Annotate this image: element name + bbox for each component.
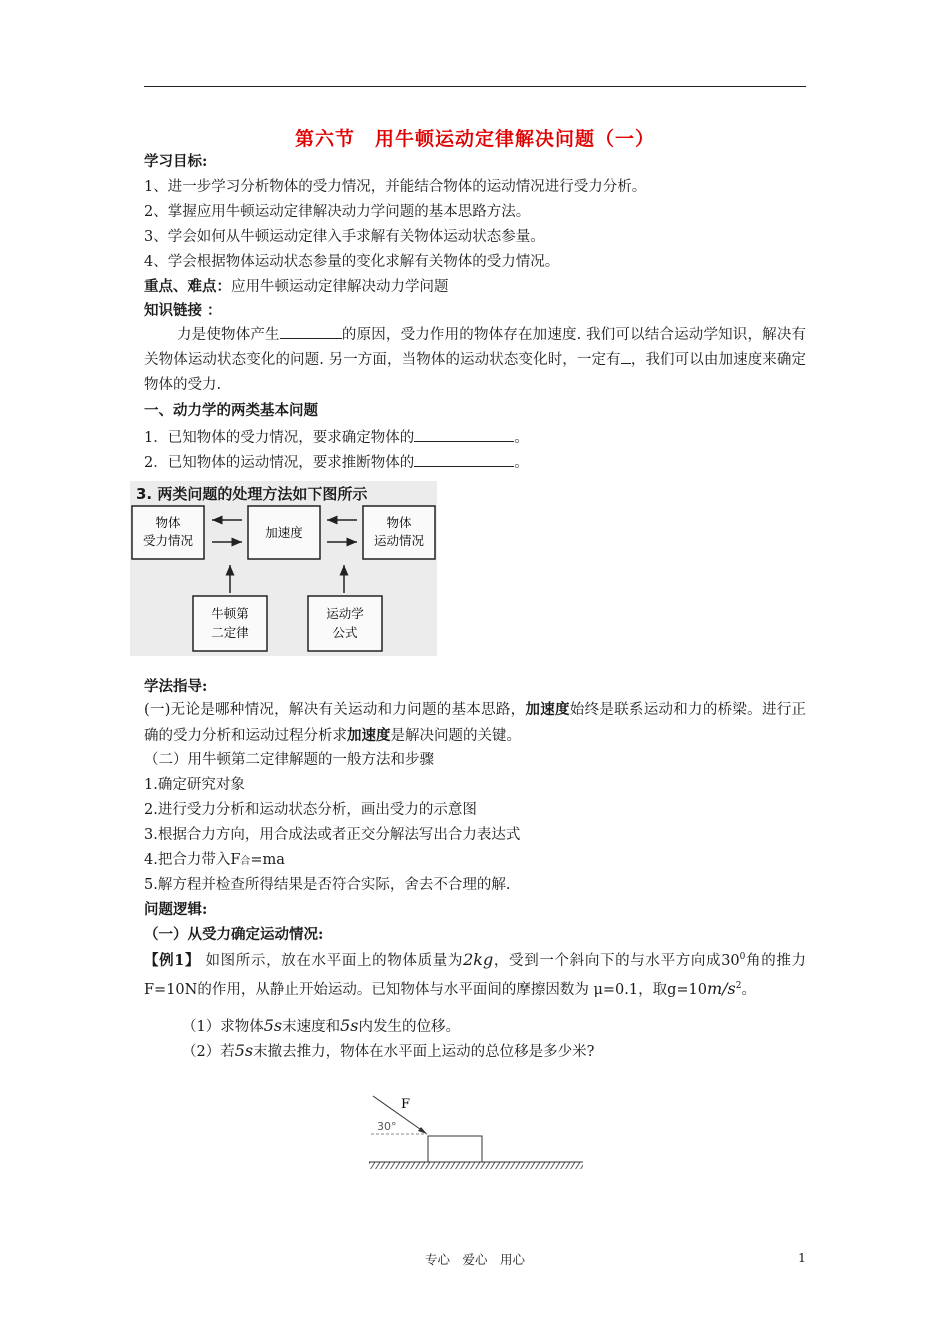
method-step-4-subscript: 合 — [240, 856, 251, 867]
example-1-unit-m: m — [706, 978, 723, 998]
method-step-1: 1.确定研究对象 — [144, 777, 245, 793]
q2-time: 5s — [234, 1041, 254, 1060]
page-footer: 专心 爱心 用心 — [424, 1252, 525, 1267]
page-title: 第六节 用牛顿运动定律解决问题（一） — [294, 128, 655, 150]
box-newton — [193, 596, 267, 651]
angle-label: 30° — [377, 1120, 397, 1133]
example-1-text-3: 角的推力F=10N的作用，从静止开始运动。已知物体与水平面间的摩擦因数为 μ=0.1，取g=10 — [144, 952, 807, 998]
method-step-4 — [144, 850, 285, 872]
knowledge-blank-2[interactable] — [621, 348, 631, 364]
method-paragraph-1 — [144, 697, 806, 749]
objective-4: 4、学会根据物体运动状态参量的变化求解有关物体的受力情况。 — [144, 254, 560, 270]
question-1-blank[interactable] — [414, 426, 514, 442]
key-points — [144, 277, 449, 297]
example-1-question-2 — [182, 1041, 594, 1062]
objective-1: 1、进一步学习分析物体的受力情况，并能结合物体的运动情况进行受力分析。 — [144, 179, 647, 195]
method-step-5: 5.解方程并检查所得结果是否符合实际，舍去不合理的解. — [144, 877, 511, 893]
key-points-label: 重点、难点： — [144, 278, 231, 295]
method-step-2: 2.进行受力分析和运动状态分析，画出受力的示意图 — [144, 802, 477, 818]
key-points-text: 应用牛顿运动定律解决动力学问题 — [231, 279, 449, 295]
force-label: F — [401, 1097, 411, 1112]
box-force-line2: 受力情况 — [142, 533, 194, 548]
method-step-3: 3.根据合力方向，用合成法或者正交分解法写出合力表达式 — [144, 827, 521, 843]
knowledge-paragraph — [144, 323, 806, 398]
method-text-e: 是解决问题的关键。 — [390, 728, 521, 744]
q2-text-b: 末撤去推力，物体在水平面上运动的总位移是多少米? — [253, 1044, 595, 1060]
logic-heading: 问题逻辑: — [144, 901, 208, 918]
process-diagram — [130, 481, 437, 656]
method-step-4-text: 4.把合力带入F — [144, 852, 241, 868]
question-2-text: 2．已知物体的运动情况，要求推断物体的 — [144, 455, 415, 471]
q1-time-2: 5s — [340, 1016, 359, 1035]
q2-text-a: （2）若 — [182, 1044, 235, 1060]
q1-text-a: （1）求物体 — [182, 1019, 264, 1035]
box-acceleration-label: 加速度 — [265, 525, 303, 540]
objective-2: 2、掌握应用牛顿运动定律解决动力学问题的基本思路方法。 — [144, 204, 531, 220]
ground-hatch — [369, 1162, 583, 1169]
knowledge-heading: 知识链接 ： — [144, 302, 222, 319]
question-2-blank[interactable] — [414, 451, 514, 467]
example-1-unit-slash: / — [722, 978, 728, 998]
method-step-4-formula: =ma — [250, 852, 285, 868]
q1-text-b: 末速度和 — [282, 1019, 341, 1035]
box-newton-line1: 牛顿第 — [211, 606, 249, 621]
box-kinematics-line2: 公式 — [332, 625, 358, 640]
diagram-caption: 3. 两类问题的处理方法如下图所示 — [136, 485, 368, 503]
section1-heading: 一、动力学的两类基本问题 — [144, 402, 318, 419]
push-force-figure — [365, 1090, 595, 1180]
block — [428, 1136, 482, 1162]
process-diagram-svg — [130, 481, 437, 656]
knowledge-text-2: 的原因，受力作用的物体存在加速度. 我们可以结合运动学知识，解决有关物体运动状态变化的问题. 另一方面，当物体的运动状态变化时，一定有 — [144, 327, 806, 368]
example-1-text-2: ，受到一个斜向下的与水平方向成30 — [493, 952, 740, 969]
method-heading: 学法指导: — [144, 678, 208, 695]
question-1-end: 。 — [514, 430, 529, 446]
box-force-line1: 物体 — [155, 515, 181, 530]
logic-subheading: （一）从受力确定运动情况: — [144, 926, 324, 943]
question-2-end: 。 — [514, 455, 529, 471]
box-kinematics — [308, 596, 382, 651]
knowledge-text-1: 力是使物体产生 — [177, 327, 280, 343]
question-2 — [144, 451, 529, 473]
example-1-question-1 — [182, 1016, 460, 1037]
q1-text-c: 内发生的位移。 — [358, 1019, 461, 1035]
q1-time-1: 5s — [263, 1016, 283, 1035]
box-newton-line2: 二定律 — [211, 625, 249, 640]
objective-3: 3、学会如何从牛顿运动定律入手求解有关物体运动状态参量。 — [144, 229, 545, 245]
box-kinematics-line1: 运动学 — [326, 606, 364, 621]
question-1 — [144, 426, 529, 448]
page-number: 1 — [798, 1250, 806, 1265]
example-1-tag: 【例1】 — [144, 951, 201, 969]
method-emph-accel-2: 加速度 — [347, 727, 391, 744]
method-emph-accel-1: 加速度 — [525, 701, 570, 718]
example-1-degree-superscript: 0 — [739, 952, 746, 962]
knowledge-text-3: ，我们可以由加速度来确定物体的受力. — [144, 352, 807, 393]
objectives-heading: 学习目标: — [144, 153, 208, 170]
box-motion-line2: 运动情况 — [373, 533, 425, 548]
example-1-text-4: 。 — [741, 981, 756, 998]
header-rule — [144, 86, 806, 87]
example-1-unit-square: 2 — [735, 980, 742, 991]
method-text-a: (一)无论是哪种情况，解决有关运动和力问题的基本思路， — [144, 702, 526, 718]
knowledge-blank-1[interactable] — [280, 323, 342, 339]
example-1-unit-s: s — [727, 978, 736, 998]
example-1-paragraph — [144, 945, 806, 1003]
push-force-figure-svg — [365, 1090, 595, 1180]
example-1-mass: 2kg — [463, 949, 494, 969]
example-1-text-1: 如图所示，放在水平面上的物体质量为 — [200, 952, 464, 969]
question-1-text: 1．已知物体的受力情况，要求确定物体的 — [144, 430, 415, 446]
method-text-c: 始终是联系运动和力的桥梁。进行正确的受力分析和运动过程分析求 — [144, 702, 807, 744]
method-subheading: （二）用牛顿第二定律解题的一般方法和步骤 — [144, 752, 434, 768]
box-motion-line1: 物体 — [386, 515, 412, 530]
